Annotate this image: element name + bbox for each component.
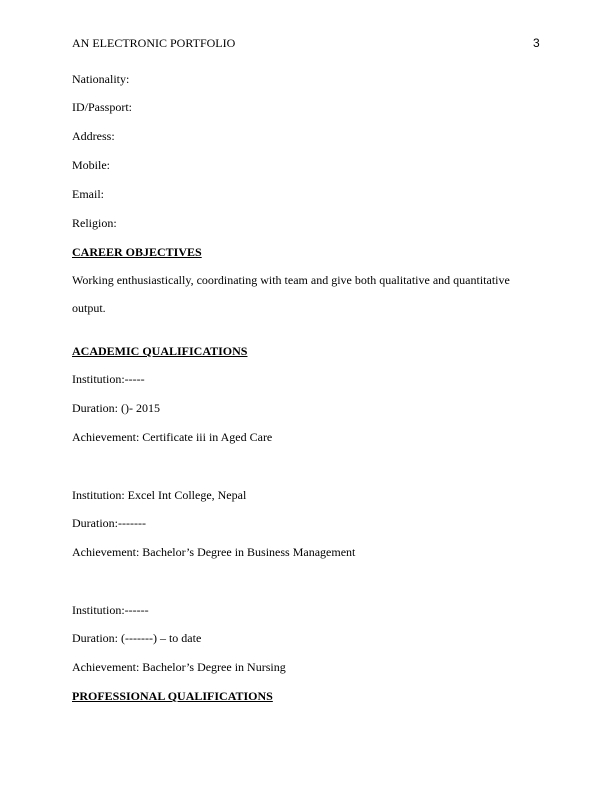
page-number: 3: [533, 36, 540, 50]
duration: Duration: (-------) – to date: [72, 631, 202, 645]
nationality-label: Nationality:: [72, 72, 130, 86]
institution: Institution: Excel Int College, Nepal: [72, 488, 247, 502]
address-label: Address:: [72, 129, 115, 143]
id-passport-label: ID/Passport:: [72, 100, 132, 114]
career-objectives-heading: CAREER OBJECTIVES: [72, 245, 202, 259]
duration: Duration:-------: [72, 516, 146, 530]
email-label: Email:: [72, 187, 104, 201]
professional-qualifications-heading: PROFESSIONAL QUALIFICATIONS: [72, 689, 273, 703]
institution: Institution:-----: [72, 372, 145, 386]
achievement: Achievement: Bachelor’s Degree in Business Management: [72, 545, 356, 559]
academic-qualifications-heading: ACADEMIC QUALIFICATIONS: [72, 344, 248, 358]
institution: Institution:------: [72, 603, 149, 617]
religion-label: Religion:: [72, 216, 117, 230]
running-header: AN ELECTRONIC PORTFOLIO: [72, 36, 236, 50]
achievement: Achievement: Certificate iii in Aged Care: [72, 430, 273, 444]
mobile-label: Mobile:: [72, 158, 110, 172]
career-objectives-text: Working enthusiastically, coordinating with team and give both qualitative and quantitative: [72, 273, 510, 287]
achievement: Achievement: Bachelor’s Degree in Nursing: [72, 660, 286, 674]
duration: Duration: ()- 2015: [72, 401, 160, 415]
career-objectives-text-cont: output.: [72, 301, 106, 315]
